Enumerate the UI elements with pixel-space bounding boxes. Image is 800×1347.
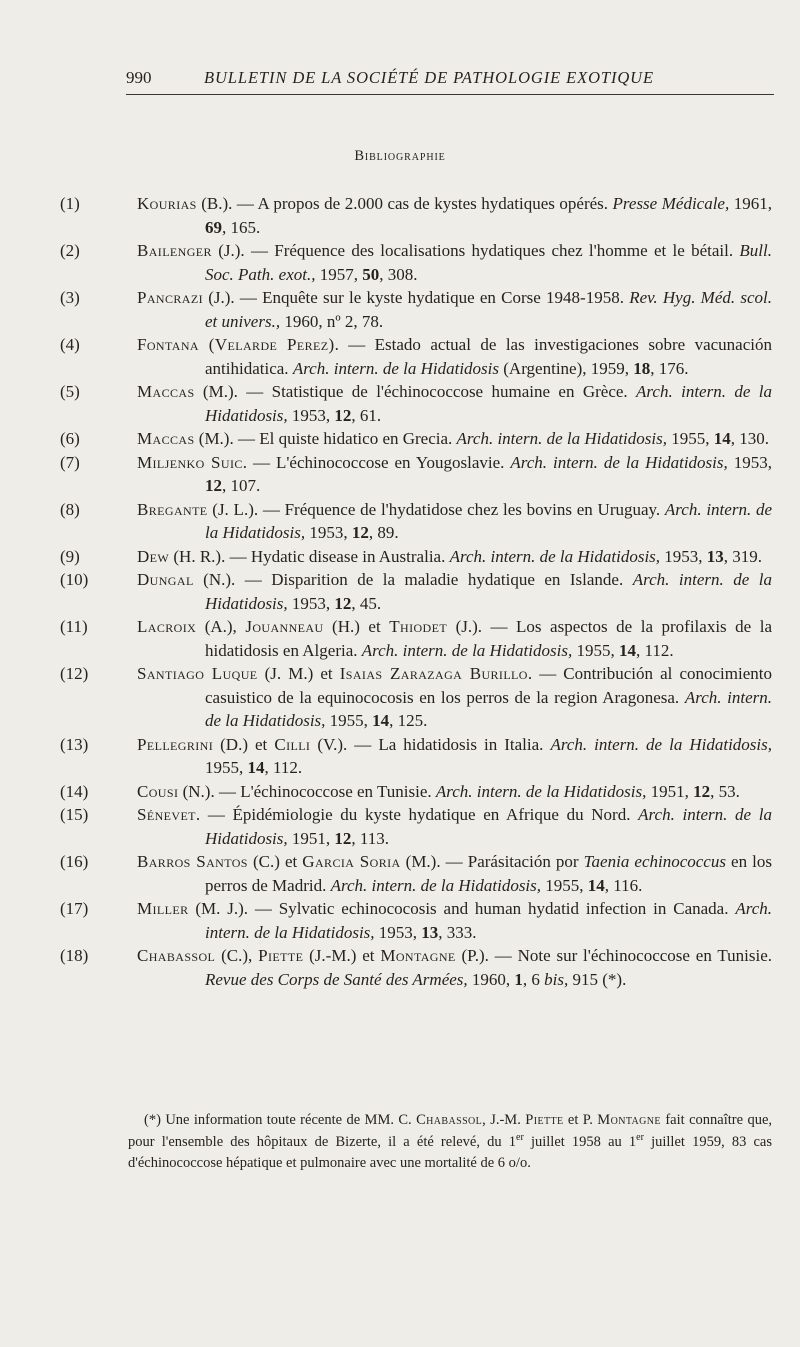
text-segment: Santiago Luque	[137, 664, 258, 683]
text-segment: 1951,	[646, 781, 694, 801]
text-segment: (H. R.). — Hydatic disease in Australia.	[169, 546, 450, 566]
reference-number: (10)	[60, 570, 89, 589]
text-segment: 12	[205, 476, 222, 495]
text-segment: 1955,	[572, 640, 619, 660]
reference-entry	[60, 615, 773, 662]
text-segment: Arch. intern. de la Hidatidosis,	[330, 875, 542, 895]
reference-entry	[60, 380, 772, 427]
text-segment: (A.),	[196, 617, 246, 636]
reference-number: (6)	[60, 429, 80, 448]
text-segment: bis,	[544, 969, 569, 989]
text-segment: 12	[351, 523, 369, 542]
text-segment: , 113.	[351, 828, 390, 848]
text-segment: 915 (*).	[568, 969, 627, 989]
text-segment: Arch. intern. de la Hidatidosis,	[205, 899, 772, 942]
text-segment: (J.). — Enquête sur le kyste hydatique en Corse 1948-1958.	[203, 288, 630, 307]
text-segment: (D.) et	[213, 734, 275, 754]
text-segment: 1955,	[325, 711, 373, 730]
text-segment: (Argentine), 1959,	[499, 358, 634, 378]
text-segment: , J.-M.	[482, 1112, 526, 1128]
page-header	[126, 64, 774, 95]
text-segment: Arch. intern. de la Hidatidosis,	[205, 499, 772, 542]
text-segment: 69	[205, 217, 222, 237]
reference-number: (14)	[60, 781, 89, 801]
text-segment: (B.). — A propos de 2.000 cas de kystes hydatiques opérés.	[196, 194, 613, 213]
journal-title: BULLETIN DE LA SOCIÉTÉ DE PATHOLOGIE EXOTIQUE	[204, 68, 654, 87]
reference-entry	[60, 944, 773, 991]
text-segment: 18	[633, 358, 651, 378]
text-segment: Arch. intern. de la Hidatidosis,	[550, 734, 772, 754]
reference-number: (5)	[60, 382, 80, 401]
text-segment: Garcia Soria	[302, 852, 401, 871]
text-segment: 1951,	[287, 828, 335, 848]
text-segment: 12	[334, 405, 352, 425]
reference-entry	[60, 451, 772, 498]
text-segment: Arch. intern. de la Hidatidosis,	[361, 640, 573, 660]
text-segment: 1955,	[205, 758, 248, 777]
text-segment: Sénevet	[137, 805, 196, 824]
text-segment: juillet 1958 au 1	[523, 1133, 637, 1150]
reference-entry	[60, 897, 772, 944]
text-segment: , 319.	[723, 546, 763, 566]
text-segment: (P.). — Note sur l'échinococcose en Tunisie.	[455, 946, 773, 965]
text-segment: , 89.	[368, 523, 399, 542]
text-segment: , 107.	[222, 476, 261, 495]
text-segment: 1953,	[305, 523, 352, 542]
text-segment: (H.) et	[323, 617, 390, 636]
text-segment: et P.	[563, 1112, 598, 1128]
text-segment: , 308.	[379, 264, 418, 284]
reference-entry	[60, 286, 772, 333]
text-segment: Montagne	[380, 946, 456, 965]
text-segment: 13	[706, 546, 724, 566]
text-segment: (C.),	[215, 946, 259, 965]
reference-number: (9)	[60, 546, 80, 566]
reference-entry	[60, 733, 772, 780]
text-segment: Pancrazi	[137, 288, 203, 307]
text-segment: er	[516, 1131, 524, 1143]
reference-entry	[60, 568, 772, 615]
text-segment: 1	[514, 969, 523, 989]
text-segment: Arch. intern. de la Hidatidosis,	[205, 570, 772, 613]
reference-entry	[60, 803, 772, 850]
text-segment: Bull. Soc. Path. exot.,	[205, 241, 772, 284]
text-segment: , 165.	[222, 217, 261, 237]
text-segment: (M. J.). — Sylvatic echinococosis and human hydatid infection in Canada.	[188, 899, 736, 918]
text-segment: , 53.	[710, 781, 740, 801]
text-segment: 1960, nº 2, 78.	[280, 311, 384, 331]
text-segment: (V.). — La hidatidosis in Italia.	[310, 734, 551, 754]
reference-number: (7)	[60, 452, 80, 472]
text-segment: Pellegrini	[137, 734, 214, 754]
text-segment: fait connaître que, pour l'ensemble des hôpitaux de Bizerte, il a été relevé, du 1	[128, 1112, 773, 1150]
text-segment: Miller	[137, 899, 189, 918]
text-segment: 14	[372, 711, 390, 730]
text-segment: Dew	[137, 546, 170, 566]
text-segment: Arch. intern. de la Hidatidosis,	[510, 452, 728, 472]
reference-number: (2)	[60, 241, 80, 260]
reference-entry	[60, 662, 772, 733]
text-segment: (C.) et	[247, 852, 303, 871]
reference-entry	[60, 239, 772, 286]
text-segment: Arch. intern. de la Hidatidosis,	[205, 805, 772, 848]
reference-entry	[60, 427, 772, 451]
text-segment: 14	[247, 758, 265, 777]
text-segment: 1953,	[374, 922, 422, 942]
text-segment: Rev. Hyg. Méd. scol. et univers.,	[205, 288, 772, 331]
text-segment: 1955,	[541, 875, 588, 895]
text-segment: , 130.	[730, 429, 769, 448]
text-segment: (J.-M.) et	[303, 946, 381, 965]
text-segment: Arch. intern. de la Hidatidosis,	[449, 546, 661, 566]
text-segment: 1953,	[287, 405, 335, 425]
text-segment: Lacroix	[137, 617, 197, 636]
text-segment: Barros Santos	[137, 852, 248, 871]
text-segment: , 112.	[635, 640, 674, 660]
text-segment: Arch. intern. de la Hidatidosis,	[456, 429, 667, 448]
reference-entry	[60, 850, 773, 897]
text-segment: 12	[334, 593, 352, 613]
text-segment: Isaias Zarazaga Burillo	[339, 664, 528, 683]
text-segment: Arch. intern. de la Hidatidosis,	[435, 781, 647, 801]
text-segment: Chabassol	[416, 1112, 483, 1128]
text-segment: (J.). — Fréquence des localisations hydatiques chez l'homme et le bétail.	[211, 241, 740, 260]
text-segment: 1953,	[287, 593, 335, 613]
text-segment: (J. L.). — Fréquence de l'hydatidose chez les bovins en Uruguay.	[207, 499, 665, 519]
text-segment: Arch. intern. de la Hidatidosis	[292, 358, 500, 378]
text-segment: Presse Médicale,	[612, 194, 730, 213]
text-segment: , 112.	[264, 758, 303, 777]
reference-number: (13)	[60, 734, 89, 754]
text-segment: Maccas	[137, 382, 195, 401]
text-segment: 1953,	[660, 546, 707, 566]
text-segment: Piette	[258, 946, 304, 965]
text-segment: 1961,	[729, 194, 772, 213]
text-segment: Arch. intern. de la Hidatidosis,	[205, 382, 772, 425]
text-segment: . — L'échinococcose en Yougoslavie.	[242, 452, 511, 472]
text-segment: (J.). — Los aspectos de la profilaxis de la hidatidosis en Algeria.	[205, 617, 773, 660]
footnote	[128, 1110, 772, 1175]
text-segment: , 116.	[604, 875, 643, 895]
text-segment: juillet 1959, 83 cas d'échinococcose hépatique et pulmonaire avec une mortalité de 6 o/o.	[128, 1133, 773, 1171]
text-segment: Bailenger	[137, 241, 212, 260]
text-segment: , 61.	[351, 405, 382, 425]
text-segment: 14	[713, 429, 731, 448]
reference-number: (1)	[60, 194, 80, 213]
text-segment: Cilli	[274, 734, 311, 754]
text-segment: (N.). — Disparition de la maladie hydatique en Islande.	[193, 570, 633, 589]
text-segment: , 6	[522, 969, 545, 989]
text-segment: (M.). — Statistique de l'échinococcose humaine en Grèce.	[194, 382, 637, 401]
reference-number: (12)	[60, 664, 89, 683]
reference-entry	[60, 545, 772, 569]
text-segment: Chabassol	[137, 946, 216, 965]
reference-number: (18)	[60, 946, 89, 965]
reference-entry	[60, 498, 772, 545]
reference-number: (17)	[60, 899, 89, 918]
text-segment: 1957,	[315, 264, 363, 284]
text-segment: Jouanneau	[245, 617, 324, 636]
text-segment: en los perros de Madrid.	[205, 852, 773, 895]
section-heading: Bibliographie	[354, 148, 446, 164]
text-segment: 1960,	[467, 969, 515, 989]
text-segment: Revue des Corps de Santé des Armées,	[205, 969, 468, 989]
text-segment: (N.). — L'échinococcose en Tunisie.	[178, 781, 436, 801]
text-segment: Cousi	[137, 781, 179, 801]
text-segment: . — Contribución al conocimiento casuistico de la equinococosis en los perros de la region Aragonesa.	[205, 664, 772, 707]
reference-number: (15)	[60, 805, 89, 824]
reference-entry	[60, 780, 772, 804]
text-segment: Miljenko Suic	[137, 452, 243, 472]
text-segment: (M.). — El quiste hidatico en Grecia.	[194, 429, 457, 448]
text-segment: , 125.	[389, 711, 428, 730]
text-segment: Bregante	[137, 499, 208, 519]
text-segment: (*) Une information toute récente de MM. C.	[144, 1112, 417, 1128]
text-segment: Piette	[525, 1112, 564, 1128]
text-segment: 12	[693, 781, 711, 801]
text-segment: 12	[334, 828, 352, 848]
reference-entry	[60, 333, 772, 380]
text-segment: er	[636, 1131, 644, 1143]
reference-entry	[60, 192, 772, 239]
text-segment: Maccas	[137, 429, 195, 448]
page-number: 990	[126, 68, 152, 87]
text-segment: Arch. intern. de la Hidatidosis,	[205, 687, 772, 730]
text-segment: 14	[587, 875, 605, 895]
text-segment: 50	[362, 264, 380, 284]
text-segment: Fontana (Velarde Perez)	[137, 335, 335, 354]
reference-number: (3)	[60, 288, 80, 307]
reference-number: (8)	[60, 499, 80, 519]
text-segment: (M.). — Parásitación por	[400, 852, 584, 871]
reference-number: (4)	[60, 335, 80, 354]
reference-number: (16)	[60, 852, 89, 871]
text-segment: , 45.	[351, 593, 382, 613]
reference-number: (11)	[60, 617, 88, 636]
bibliography-list	[0, 192, 800, 991]
text-segment: . — Épidémiologie du kyste hydatique en Afrique du Nord.	[195, 805, 639, 824]
text-segment: Kourias	[137, 194, 197, 213]
text-segment: 1955,	[667, 429, 714, 448]
text-segment: , 333.	[438, 922, 477, 942]
text-segment: 1953,	[727, 452, 772, 472]
text-segment: , 176.	[650, 358, 689, 378]
text-segment: Taenia echinococcus	[583, 852, 726, 871]
text-segment: 14	[618, 640, 636, 660]
text-segment: Dungal	[137, 570, 194, 589]
text-segment: 13	[421, 922, 439, 942]
text-segment: Thiodet	[389, 617, 448, 636]
text-segment: (J. M.) et	[257, 664, 340, 683]
text-segment: . — Estado actual de las investigaciones sobre vacunación antihidatica.	[205, 335, 772, 378]
text-segment: Montagne	[597, 1112, 661, 1128]
